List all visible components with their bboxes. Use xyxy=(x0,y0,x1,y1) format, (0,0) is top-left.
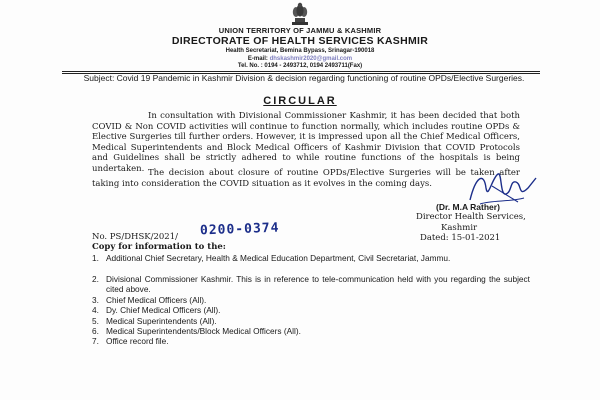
circular-date: Dated: 15-01-2021 xyxy=(420,233,501,243)
union-territory-heading: UNION TERRITORY OF JAMMU & KASHMIR xyxy=(218,26,382,35)
directorate-address: Health Secretariat, Bemina Bypass, Srinagar-190018 xyxy=(225,48,375,54)
copy-to-item xyxy=(92,253,530,263)
header-divider xyxy=(62,71,540,72)
copy-to-item xyxy=(92,326,530,336)
copy-to-item xyxy=(92,274,530,294)
email-link[interactable]: dhskashmir2020@gmail.com xyxy=(269,56,353,62)
copy-item-text: Divisional Commissioner Kashmir. This is in reference to tele-communication held with you regarding the subject cited above. xyxy=(106,274,530,294)
copy-item-number: 7. xyxy=(92,336,99,346)
copy-to-item xyxy=(92,295,530,305)
body-paragraph: In consultation with Divisional Commissioner Kashmir, it has been decided that both COVID & Non COVID activities will continue to function normally, which includes routine OPDs & Elective Surgeries till further orders. However, it is impressed upon all the Chief Medical Officers, Medical Superintendents and Block Medical Officers of Kashmir Division that COVID Protocols and Guidelines shall be strictly adhered to while routine functions of the hospitals is being undertaken. xyxy=(92,111,520,174)
copy-to-heading: Copy for information to the: xyxy=(92,242,226,252)
body-paragraph: The decision about closure of routine OPDs/Elective Surgeries will be taken after taking into consideration the COVID situation as it evolves in the coming days. xyxy=(92,168,520,189)
copy-item-number: 6. xyxy=(92,326,99,336)
circular-title-text: CIRCULAR xyxy=(263,95,337,107)
copy-to-item xyxy=(92,336,530,346)
copy-item-number: 2. xyxy=(92,274,99,284)
circular-title xyxy=(0,95,600,107)
reference-number: No. PS/DHSK/2021/ xyxy=(92,232,178,242)
copy-item-number: 1. xyxy=(92,253,99,263)
email-label: E-mail: xyxy=(247,56,268,62)
copy-item-number: 3. xyxy=(92,295,99,305)
signatory-name: (Dr. M.A Rather) xyxy=(436,202,500,212)
copy-item-number: 5. xyxy=(92,316,99,326)
copy-to-item xyxy=(92,305,530,315)
handwritten-reference-number: 0200-0374 xyxy=(199,220,280,239)
email-line xyxy=(0,56,600,62)
directorate-heading: DIRECTORATE OF HEALTH SERVICES KASHMIR xyxy=(171,35,429,47)
copy-item-number: 4. xyxy=(92,305,99,315)
copy-to-item xyxy=(92,316,530,326)
copy-item-text: Dy. Chief Medical Officers (All). xyxy=(106,305,221,315)
copy-item-text: Office record file. xyxy=(106,336,169,346)
copy-item-text: Additional Chief Secretary, Health & Medical Education Department, Civil Secretariat, Jammu. xyxy=(106,253,451,263)
subject-line: Subject: Covid 19 Pandemic in Kashmir Division & decision regarding functioning of routine OPDs/Elective Surgeries. xyxy=(83,73,525,83)
copy-item-text: Medical Superintendents/Block Medical Officers (All). xyxy=(106,326,301,336)
state-emblem-icon xyxy=(290,2,310,26)
signatory-designation: Director Health Services, xyxy=(416,212,526,222)
copy-item-text: Chief Medical Officers (All). xyxy=(106,295,207,305)
copy-item-text: Medical Superintendents (All). xyxy=(106,316,217,326)
signatory-place: Kashmir xyxy=(441,223,478,233)
telephone-line: Tel. No. : 0194 - 2493712, 0194 2493711(Fax) xyxy=(237,63,363,69)
